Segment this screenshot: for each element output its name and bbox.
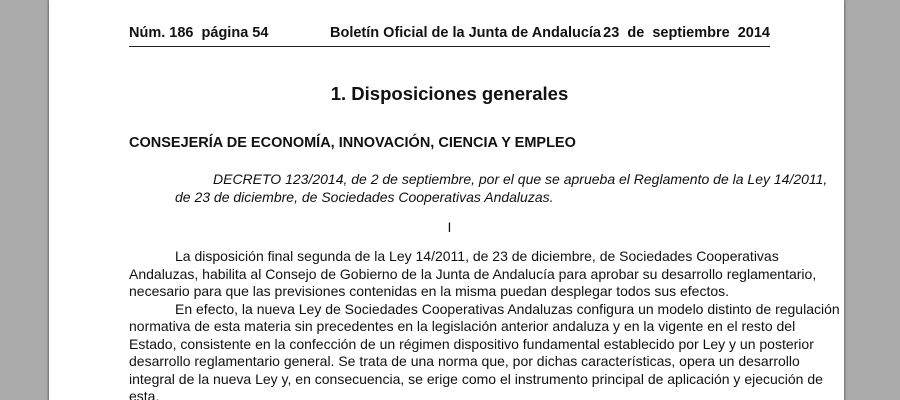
section-number: I [447,219,452,235]
paragraph [129,248,817,301]
decree-title [175,171,828,206]
paragraph-line: normativa de esta materia sin precedentes en la legislación anterior andaluza y en la vigente en el resto del [129,318,796,334]
section-title: 1. Disposiciones generales [330,83,569,104]
paragraph-line: Estado, consistente en la confección de un régimen dispositivo fundamental establecido por Ley y un posterior [129,335,814,352]
paragraph-line: desarrollo reglamentario general. Se trata de una norma que, por dichas características, opera un desarrollo [129,353,800,369]
paragraph-line: necesario para que las previsiones contenidas en la misma puedan desplegar todos sus efectos. [129,283,730,299]
ministry-heading: CONSEJERÍA DE ECONOMÍA, INNOVACIÓN, CIENCIA Y EMPLEO [129,135,576,151]
paragraph [129,300,840,400]
page-header [129,24,770,47]
paragraph-line: La disposición final segunda de la Ley 14/2011, de 23 de diciembre, de Sociedades Cooperativas [175,248,779,264]
document-page [49,0,844,400]
paragraph-line: integral de la nueva Ley y, en consecuencia, se erige como el instrumento principal de aplicación y ejecución de [129,370,823,387]
publication-date: 23 de septiembre 2014 [603,25,770,41]
decree-title-line: DECRETO 123/2014, de 2 de septiembre, por el que se aprueba el Reglamento de la Ley 14/2011, [213,171,828,187]
body-text [129,248,840,400]
issue-number: Núm. 186 página 54 [129,25,269,41]
publication-name: Boletín Oficial de la Junta de Andalucía [330,25,601,41]
paragraph-line: En efecto, la nueva Ley de Sociedades Cooperativas Andaluzas configura un modelo distinto de regulación [175,300,840,317]
paragraph-line: esta. [129,388,160,400]
paragraph-line: Andaluzas, habilita al Consejo de Gobierno de la Junta de Andalucía para aprobar su desarrollo reglamentario, [129,265,817,282]
decree-title-line: de 23 de diciembre, de Sociedades Cooperativas Andaluzas. [175,188,554,205]
